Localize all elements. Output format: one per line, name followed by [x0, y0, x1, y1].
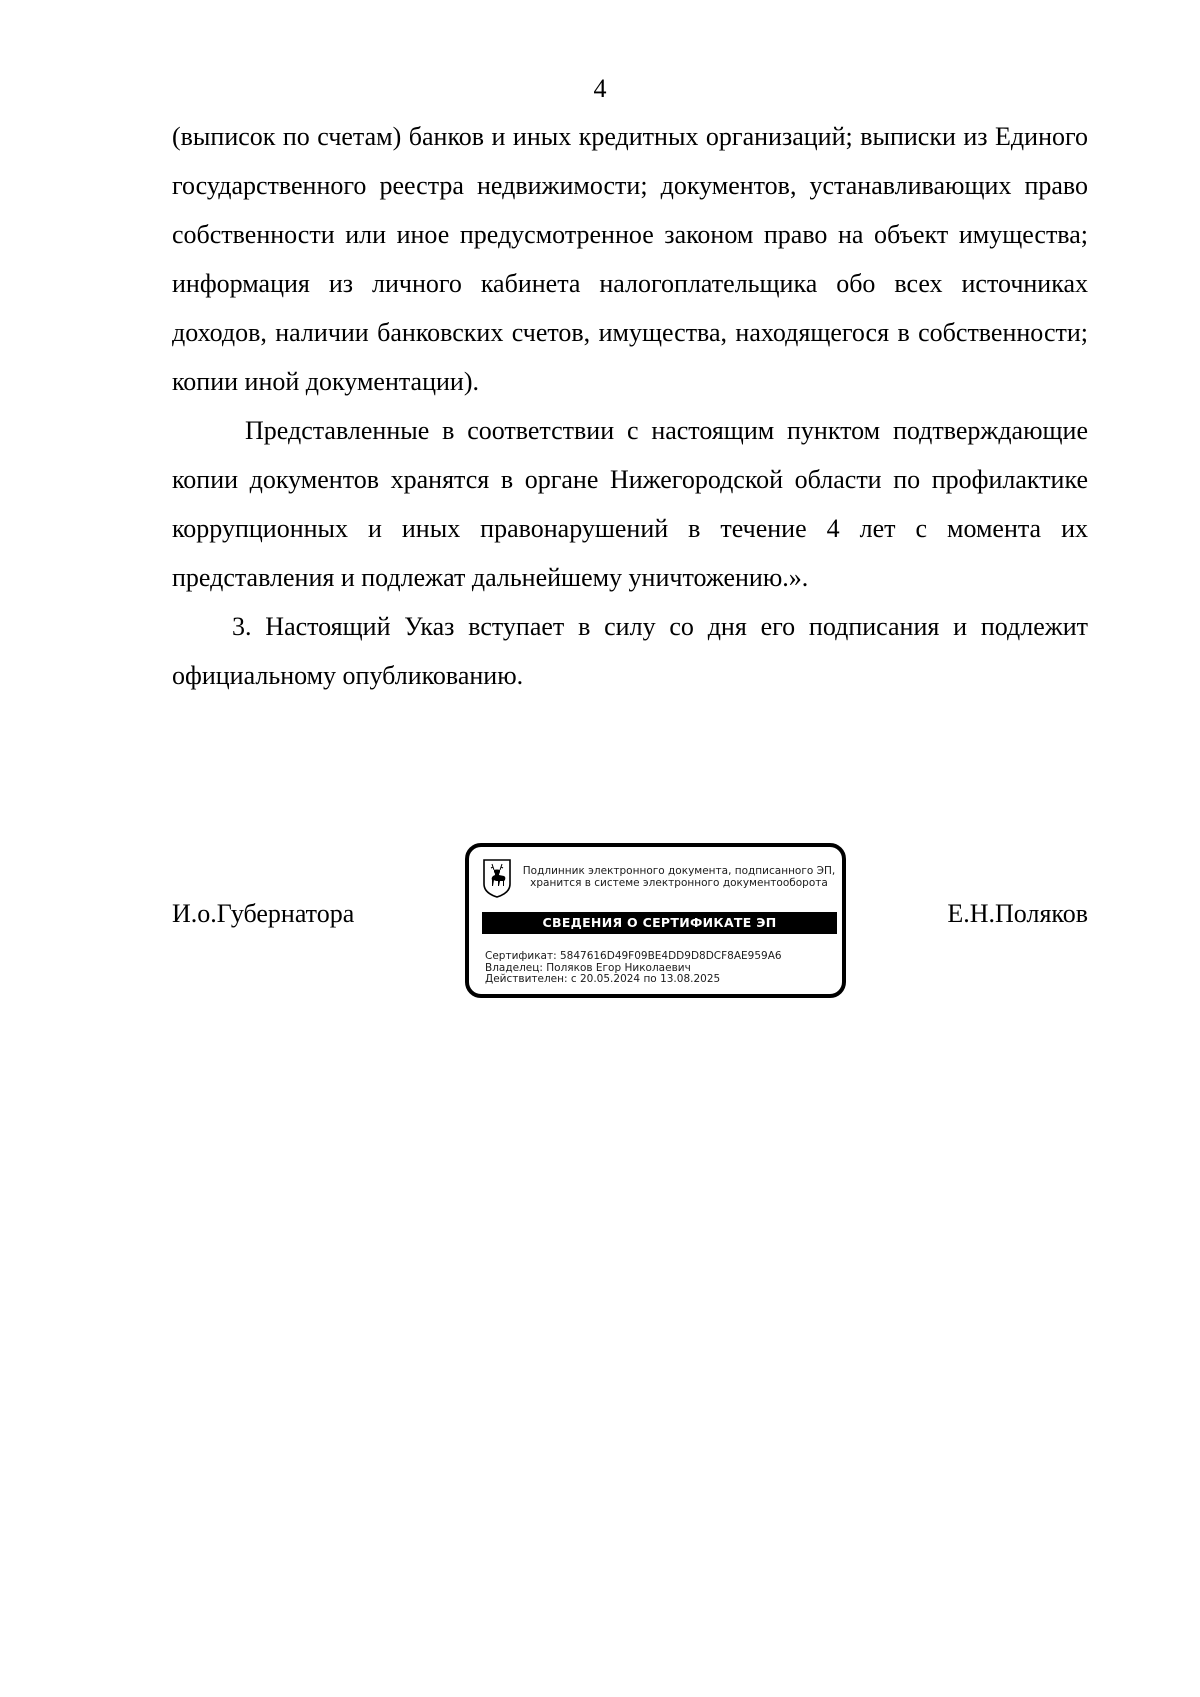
stamp-header-line: хранится в системе электронного документооборота	[530, 877, 828, 889]
electronic-signature-stamp	[465, 843, 846, 998]
paragraph-continuation: (выписок по счетам) банков и иных кредитных организаций; выписки из Единого государственного реестра недвижимости; документов, устанавливающих право собственности или иное предусмотренное законом право на объект имущества; информация из личного кабинета налогоплательщика обо всех источниках доходов, наличии банковских счетов, имущества, находящегося в собственности; копии иной документации).	[172, 122, 1088, 396]
certificate-number: Сертификат: 5847616D49F09BE4DD9D8DCF8AE959A6	[485, 950, 782, 962]
stamp-certificate-details	[485, 951, 835, 986]
page-number: 4	[593, 74, 607, 103]
stamp-title-bar: СВЕДЕНИЯ О СЕРТИФИКАТЕ ЭП	[482, 912, 837, 934]
signatory-position: И.о.Губернатора	[172, 899, 355, 928]
deer-coat-of-arms-icon	[482, 858, 512, 898]
paragraph-copies-storage: Представленные в соответствии с настоящим пунктом подтверждающие копии документов хранятся в органе Нижегородской области по профилактике коррупционных и иных правонарушений в течение 4 лет с момента их представления и подлежат дальнейшему уничтожению.».	[172, 416, 1088, 592]
certificate-owner: Владелец: Поляков Егор Николаевич	[485, 961, 691, 974]
paragraph-entry-into-force: 3. Настоящий Указ вступает в силу со дня его подписания и подлежит официальному опубликованию.	[172, 612, 1088, 690]
stamp-header	[519, 865, 839, 889]
signatory-name: Е.Н.Поляков	[947, 899, 1088, 928]
stamp-header-line: Подлинник электронного документа, подписанного ЭП,	[522, 865, 836, 877]
document-body	[172, 112, 1088, 700]
certificate-validity: Действителен: с 20.05.2024 по 13.08.2025	[485, 973, 721, 985]
